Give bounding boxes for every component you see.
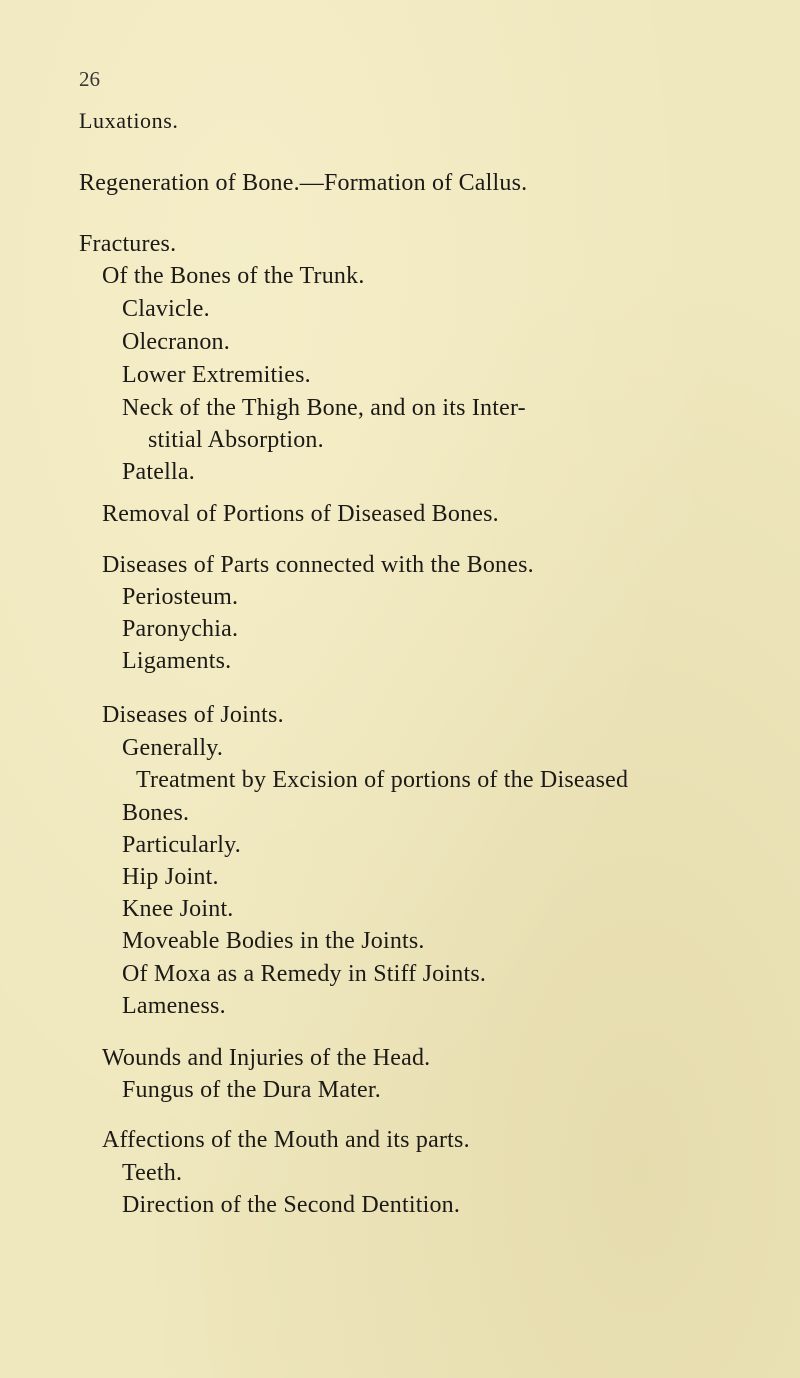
page-number: 26 — [79, 67, 100, 91]
entry-teeth: Teeth. — [122, 1160, 183, 1186]
entry-particularly: Particularly. — [122, 832, 242, 858]
entry-diseases-of-parts: Diseases of Parts connected with the Bones. — [102, 552, 534, 578]
entry-removal-of-diseased-bones: Removal of Portions of Diseased Bones. — [102, 501, 499, 527]
entry-bones-of-trunk: Of the Bones of the Trunk. — [102, 263, 365, 289]
entry-ligaments: Ligaments. — [122, 648, 232, 674]
entry-wounds-of-head: Wounds and Injuries of the Head. — [102, 1045, 431, 1071]
entry-fractures: Fractures. — [79, 231, 177, 257]
entry-knee-joint: Knee Joint. — [122, 896, 234, 922]
entry-moveable-bodies: Moveable Bodies in the Joints. — [122, 928, 425, 954]
entry-paronychia: Paronychia. — [122, 616, 239, 642]
entry-clavicle: Clavicle. — [122, 296, 210, 322]
entry-fungus-dura-mater: Fungus of the Dura Mater. — [122, 1077, 381, 1103]
entry-neck-of-thigh-bone: Neck of the Thigh Bone, and on its Inter- — [122, 395, 526, 421]
entry-interstitial-absorption: stitial Absorption. — [148, 427, 324, 453]
entry-luxations: Luxations. — [79, 108, 179, 133]
entry-hip-joint: Hip Joint. — [122, 864, 219, 890]
entry-bones: Bones. — [122, 800, 190, 826]
entry-moxa-remedy: Of Moxa as a Remedy in Stiff Joints. — [122, 961, 487, 987]
entry-generally: Generally. — [122, 735, 224, 761]
entry-second-dentition: Direction of the Second Dentition. — [122, 1192, 461, 1218]
entry-patella: Patella. — [122, 459, 195, 485]
entry-lower-extremities: Lower Extremities. — [122, 362, 311, 388]
entry-treatment-by-excision: Treatment by Excision of portions of the Diseased — [136, 767, 629, 793]
entry-olecranon: Olecranon. — [122, 329, 230, 355]
entry-affections-of-mouth: Affections of the Mouth and its parts. — [102, 1127, 470, 1153]
entry-diseases-of-joints: Diseases of Joints. — [102, 702, 284, 728]
entry-lameness: Lameness. — [122, 993, 226, 1019]
entry-regeneration-of-bone: Regeneration of Bone.—Formation of Callus. — [79, 170, 528, 196]
entry-periosteum: Periosteum. — [122, 584, 239, 610]
